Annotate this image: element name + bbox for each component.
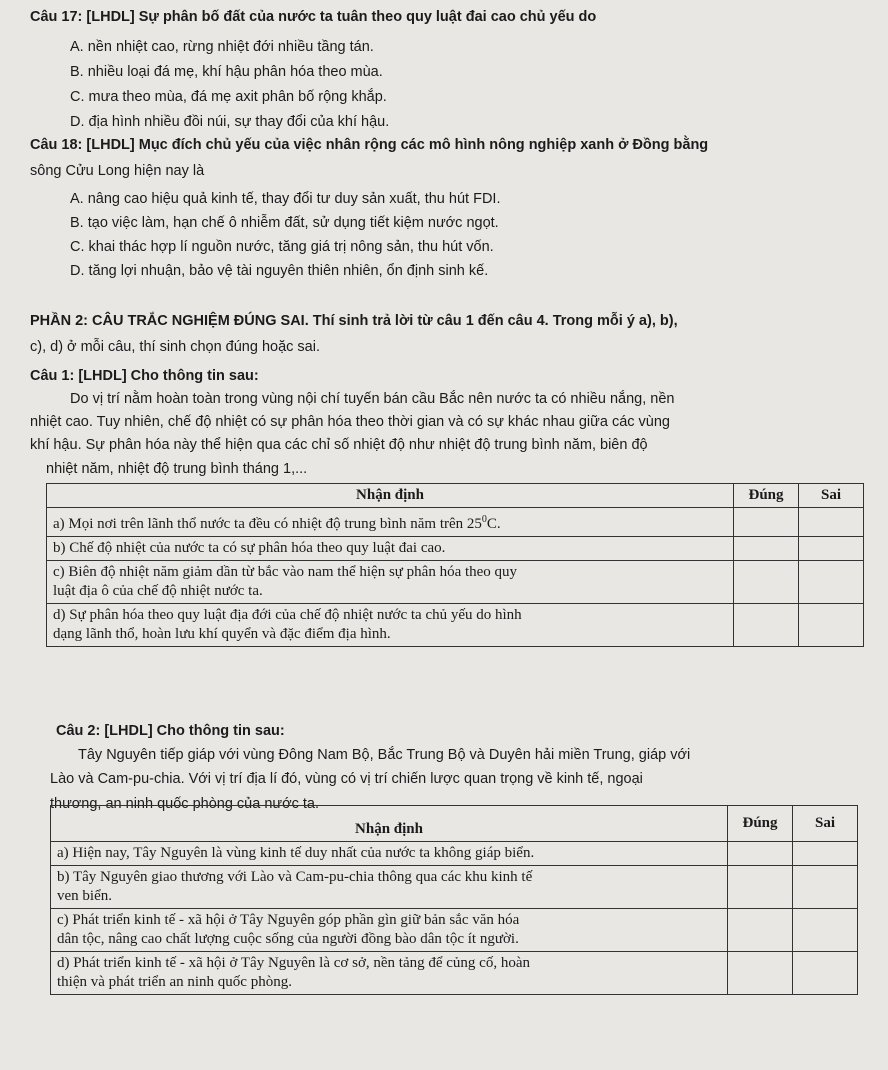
part2-title-line1: PHẦN 2: CÂU TRẮC NGHIỆM ĐÚNG SAI. Thí sinh trả lời từ câu 1 đến câu 4. Trong mỗi ý a), b),	[30, 313, 678, 329]
statement-b: b) Tây Nguyên giao thương với Lào và Cam-pu-chia thông qua các khu kinh tế ven biển.	[51, 866, 728, 909]
statement-a: a) Hiện nay, Tây Nguyên là vùng kinh tế duy nhất của nước ta không giáp biển.	[51, 842, 728, 866]
c1-text-line4: nhiệt năm, nhiệt độ trung bình tháng 1,...	[46, 461, 308, 477]
q18-stem-line1: Câu 18: [LHDL] Mục đích chủ yếu của việc nhân rộng các mô hình nông nghiệp xanh ở Đồng bằng	[30, 137, 709, 153]
header-statement: Nhận định	[47, 484, 734, 508]
q18-option-a: A. nâng cao hiệu quả kinh tế, thay đổi tư duy sản xuất, thu hút FDI.	[70, 191, 501, 207]
c2-true-false-table	[50, 805, 858, 995]
q18-option-c: C. khai thác hợp lí nguồn nước, tăng giá trị nông sản, thu hút vốn.	[70, 239, 494, 255]
answer-true-d[interactable]	[728, 952, 793, 995]
q18-option-d: D. tăng lợi nhuận, bảo vệ tài nguyên thiên nhiên, ổn định sinh kế.	[70, 263, 489, 279]
c2-text-line3: thương, an ninh quốc phòng của nước ta.	[50, 796, 320, 812]
c1-true-false-table	[46, 483, 864, 647]
c1-stem: Câu 1: [LHDL] Cho thông tin sau:	[30, 368, 259, 384]
statement-c: c) Biên độ nhiệt năm giảm dần từ bắc vào nam thể hiện sự phân hóa theo quy luật địa ô của chế độ nhiệt nước ta.	[47, 561, 734, 604]
table-row	[51, 842, 858, 866]
statement-d: d) Sự phân hóa theo quy luật địa đới của chế độ nhiệt nước ta chủ yếu do hình dạng lãnh thổ, hoàn lưu khí quyển và đặc điểm địa hình.	[47, 604, 734, 647]
table-header-row	[51, 806, 858, 842]
answer-true-a[interactable]	[734, 508, 799, 537]
statement-a: a) Mọi nơi trên lãnh thổ nước ta đều có nhiệt độ trung bình năm trên $25^0C$.	[47, 508, 734, 537]
c2-stem: Câu 2: [LHDL] Cho thông tin sau:	[56, 723, 285, 739]
c1-text-line3: khí hậu. Sự phân hóa này thể hiện qua các chỉ số nhiệt độ như nhiệt độ trung bình năm, biên độ	[30, 437, 648, 453]
header-true: Đúng	[728, 806, 793, 842]
q17-option-b: B. nhiều loại đá mẹ, khí hậu phân hóa theo mùa.	[70, 64, 383, 80]
statement-c: c) Phát triển kinh tế - xã hội ở Tây Nguyên góp phần gìn giữ bản sắc văn hóa dân tộc, nâng cao chất lượng cuộc sống của người đồng bào dân tộc ít người.	[51, 909, 728, 952]
header-statement: Nhận định	[51, 806, 728, 842]
header-true: Đúng	[734, 484, 799, 508]
q18-stem-line2: sông Cửu Long hiện nay là	[30, 163, 205, 179]
header-false: Sai	[799, 484, 864, 508]
table-row	[51, 866, 858, 909]
answer-false-b[interactable]	[799, 537, 864, 561]
c1-text-line1: Do vị trí nằm hoàn toàn trong vùng nội chí tuyến bán cầu Bắc nên nước ta có nhiều nắng, nền	[70, 391, 675, 407]
answer-false-d[interactable]	[793, 952, 858, 995]
table-header-row	[47, 484, 864, 508]
statement-d: d) Phát triển kinh tế - xã hội ở Tây Nguyên là cơ sở, nền tảng để củng cố, hoàn thiện và phát triển an ninh quốc phòng.	[51, 952, 728, 995]
table-row	[47, 604, 864, 647]
answer-false-a[interactable]	[799, 508, 864, 537]
answer-false-a[interactable]	[793, 842, 858, 866]
c1-text-line2: nhiệt cao. Tuy nhiên, chế độ nhiệt có sự phân hóa theo thời gian và có sự khác nhau giữa các vùng	[30, 414, 670, 430]
q17-option-d: D. địa hình nhiều đồi núi, sự thay đổi của khí hậu.	[70, 114, 390, 130]
answer-false-c[interactable]	[799, 561, 864, 604]
q18-option-b: B. tạo việc làm, hạn chế ô nhiễm đất, sử dụng tiết kiệm nước ngọt.	[70, 215, 499, 231]
table-row	[51, 952, 858, 995]
answer-true-b[interactable]	[728, 866, 793, 909]
answer-true-b[interactable]	[734, 537, 799, 561]
q17-option-a: A. nền nhiệt cao, rừng nhiệt đới nhiều tầng tán.	[70, 39, 374, 55]
header-false: Sai	[793, 806, 858, 842]
q17-stem: Câu 17: [LHDL] Sự phân bố đất của nước ta tuân theo quy luật đai cao chủ yếu do	[30, 9, 597, 25]
table-row	[47, 508, 864, 537]
answer-false-d[interactable]	[799, 604, 864, 647]
answer-false-b[interactable]	[793, 866, 858, 909]
part2-title-line2: c), d) ở mỗi câu, thí sinh chọn đúng hoặc sai.	[30, 339, 320, 355]
answer-true-c[interactable]	[728, 909, 793, 952]
q17-option-c: C. mưa theo mùa, đá mẹ axit phân bố rộng khắp.	[70, 89, 387, 105]
c2-text-line1: Tây Nguyên tiếp giáp với vùng Đông Nam Bộ, Bắc Trung Bộ và Duyên hải miền Trung, giáp với	[78, 747, 691, 763]
table-row	[47, 561, 864, 604]
answer-true-a[interactable]	[728, 842, 793, 866]
c2-text-line2: Lào và Cam-pu-chia. Với vị trí địa lí đó, vùng có vị trí chiến lược quan trọng về kinh tế, ngoại	[50, 771, 643, 787]
answer-true-c[interactable]	[734, 561, 799, 604]
statement-b: b) Chế độ nhiệt của nước ta có sự phân hóa theo quy luật đai cao.	[47, 537, 734, 561]
answer-true-d[interactable]	[734, 604, 799, 647]
table-row	[47, 537, 864, 561]
table-row	[51, 909, 858, 952]
answer-false-c[interactable]	[793, 909, 858, 952]
